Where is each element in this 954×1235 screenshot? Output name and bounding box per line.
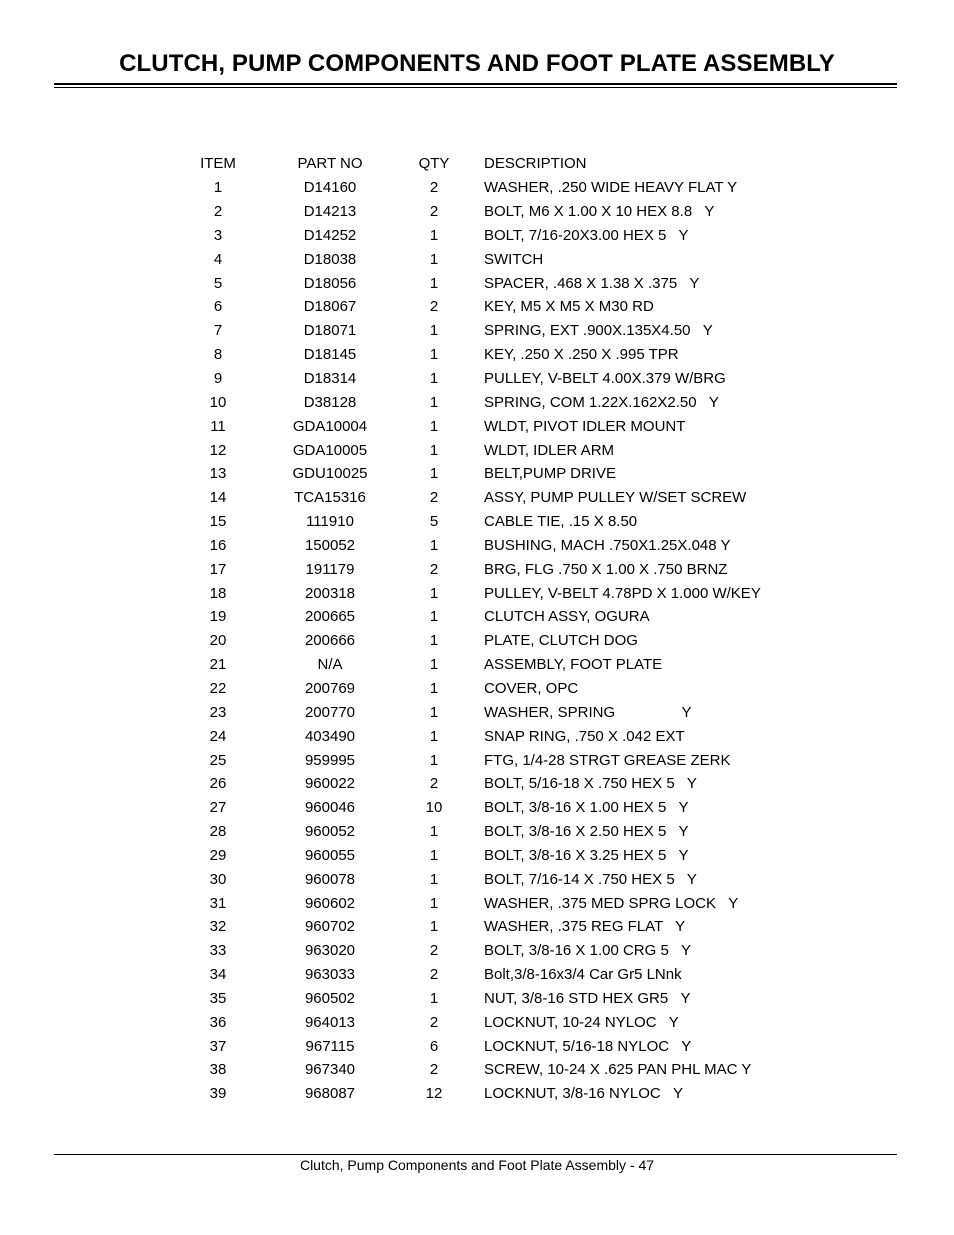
table-row <box>168 939 844 963</box>
description-cell: BOLT, 7/16-20X3.00 HEX 5 Y <box>484 226 689 244</box>
item-cell: 8 <box>213 346 223 364</box>
item-cell: 14 <box>209 489 227 507</box>
table-row <box>168 438 844 462</box>
qty-cell: 1 <box>429 656 439 674</box>
part-no-cell: D18067 <box>303 298 357 316</box>
item-cell: 11 <box>210 417 226 435</box>
table-row <box>168 1058 844 1082</box>
qty-cell: 1 <box>429 393 439 411</box>
part-no-cell: D14252 <box>303 226 357 244</box>
qty-cell: 1 <box>429 870 439 888</box>
item-cell: 34 <box>209 966 227 984</box>
table-row <box>168 176 844 200</box>
part-no-cell: 967340 <box>304 1061 356 1079</box>
item-cell: 13 <box>209 465 227 483</box>
table-row <box>168 200 844 224</box>
description-cell: KEY, M5 X M5 X M30 RD <box>484 298 654 316</box>
part-no-cell: 960052 <box>304 823 356 841</box>
table-row <box>168 534 844 558</box>
table-row <box>168 271 844 295</box>
description-cell: BUSHING, MACH .750X1.25X.048 Y <box>484 536 731 554</box>
part-no-cell: 960078 <box>304 870 356 888</box>
part-no-cell: D18071 <box>303 322 357 340</box>
part-no-cell: D18056 <box>303 274 357 292</box>
item-cell: 23 <box>209 703 227 721</box>
qty-cell: 1 <box>429 846 439 864</box>
header-qty: QTY <box>418 155 450 173</box>
qty-cell: 10 <box>425 799 443 817</box>
description-cell: ASSEMBLY, FOOT PLATE <box>484 656 663 674</box>
part-no-cell: GDA10004 <box>292 417 368 435</box>
part-no-cell: N/A <box>317 656 343 674</box>
description-cell: BOLT, 5/16-18 X .750 HEX 5 Y <box>484 775 697 793</box>
part-no-cell: 960055 <box>304 846 356 864</box>
description-cell: SPRING, EXT .900X.135X4.50 Y <box>484 322 713 340</box>
item-cell: 30 <box>209 870 227 888</box>
part-no-cell: 200770 <box>304 703 356 721</box>
qty-cell: 1 <box>429 417 439 435</box>
item-cell: 3 <box>213 226 223 244</box>
description-cell: KEY, .250 X .250 X .995 TPR <box>484 346 679 364</box>
description-cell: SPRING, COM 1.22X.162X2.50 Y <box>484 393 719 411</box>
qty-cell: 2 <box>429 775 439 793</box>
part-no-cell: 200318 <box>304 584 356 602</box>
description-cell: BRG, FLG .750 X 1.00 X .750 BRNZ <box>484 560 728 578</box>
item-cell: 9 <box>213 370 223 388</box>
qty-cell: 2 <box>429 1061 439 1079</box>
part-no-cell: D18038 <box>303 250 357 268</box>
table-row <box>168 867 844 891</box>
qty-cell: 1 <box>429 727 439 745</box>
table-row <box>168 581 844 605</box>
parts-table <box>168 152 844 1106</box>
item-cell: 25 <box>209 751 227 769</box>
qty-cell: 2 <box>429 942 439 960</box>
item-cell: 35 <box>209 989 227 1007</box>
table-row <box>168 1010 844 1034</box>
table-row <box>168 629 844 653</box>
description-cell: SNAP RING, .750 X .042 EXT <box>484 727 685 745</box>
title-rule-thin <box>54 87 897 88</box>
part-no-cell: D14160 <box>303 179 357 197</box>
item-cell: 12 <box>209 441 227 459</box>
part-no-cell: 963020 <box>304 942 356 960</box>
qty-cell: 1 <box>429 465 439 483</box>
footer-rule <box>54 1154 897 1155</box>
table-row <box>168 772 844 796</box>
description-cell: BELT,PUMP DRIVE <box>484 465 616 483</box>
part-no-cell: 963033 <box>304 966 356 984</box>
part-no-cell: GDU10025 <box>292 465 368 483</box>
item-cell: 38 <box>209 1061 227 1079</box>
header-item: ITEM <box>200 155 236 173</box>
description-cell: SWITCH <box>484 250 544 268</box>
description-cell: WLDT, PIVOT IDLER MOUNT <box>484 417 686 435</box>
table-row <box>168 486 844 510</box>
qty-cell: 2 <box>429 560 439 578</box>
table-header-row <box>168 152 844 176</box>
part-no-cell: D14213 <box>303 203 357 221</box>
item-cell: 15 <box>209 513 227 531</box>
table-row <box>168 891 844 915</box>
qty-cell: 12 <box>425 1085 443 1103</box>
table-row <box>168 319 844 343</box>
part-no-cell: 191179 <box>305 560 355 578</box>
table-row <box>168 820 844 844</box>
description-cell: LOCKNUT, 5/16-18 NYLOC Y <box>484 1037 692 1055</box>
table-row <box>168 677 844 701</box>
table-row <box>168 462 844 486</box>
qty-cell: 1 <box>429 632 439 650</box>
qty-cell: 1 <box>429 894 439 912</box>
part-no-cell: 960022 <box>304 775 356 793</box>
qty-cell: 2 <box>429 203 439 221</box>
description-cell: CLUTCH ASSY, OGURA <box>484 608 650 626</box>
part-no-cell: D38128 <box>303 393 357 411</box>
qty-cell: 6 <box>429 1037 439 1055</box>
qty-cell: 1 <box>429 346 439 364</box>
item-cell: 4 <box>213 250 223 268</box>
item-cell: 33 <box>209 942 227 960</box>
part-no-cell: 968087 <box>304 1085 356 1103</box>
header-description: DESCRIPTION <box>484 155 587 173</box>
qty-cell: 1 <box>429 441 439 459</box>
table-row <box>168 963 844 987</box>
description-cell: PLATE, CLUTCH DOG <box>484 632 638 650</box>
part-no-cell: 964013 <box>304 1013 356 1031</box>
description-cell: LOCKNUT, 3/8-16 NYLOC Y <box>484 1085 683 1103</box>
item-cell: 5 <box>213 274 223 292</box>
qty-cell: 2 <box>429 489 439 507</box>
item-cell: 6 <box>213 298 223 316</box>
part-no-cell: 200666 <box>304 632 356 650</box>
part-no-cell: 967115 <box>305 1037 355 1055</box>
qty-cell: 2 <box>429 966 439 984</box>
qty-cell: 1 <box>429 823 439 841</box>
description-cell: PULLEY, V-BELT 4.78PD X 1.000 W/KEY <box>484 584 761 602</box>
qty-cell: 1 <box>429 536 439 554</box>
table-row <box>168 605 844 629</box>
table-row <box>168 987 844 1011</box>
table-row <box>168 796 844 820</box>
description-cell: BOLT, 3/8-16 X 3.25 HEX 5 Y <box>484 846 689 864</box>
description-cell: BOLT, 3/8-16 X 1.00 HEX 5 Y <box>484 799 689 817</box>
page-footer: Clutch, Pump Components and Foot Plate Assembly - 47 <box>299 1157 655 1173</box>
item-cell: 17 <box>209 560 227 578</box>
table-row <box>168 343 844 367</box>
qty-cell: 1 <box>429 250 439 268</box>
item-cell: 31 <box>209 894 227 912</box>
table-row <box>168 843 844 867</box>
item-cell: 21 <box>209 656 227 674</box>
description-cell: NUT, 3/8-16 STD HEX GR5 Y <box>484 989 691 1007</box>
table-row <box>168 247 844 271</box>
description-cell: SCREW, 10-24 X .625 PAN PHL MAC Y <box>484 1061 752 1079</box>
description-cell: COVER, OPC <box>484 679 579 697</box>
item-cell: 7 <box>213 322 223 340</box>
table-row <box>168 724 844 748</box>
item-cell: 28 <box>209 823 227 841</box>
description-cell: ASSY, PUMP PULLEY W/SET SCREW <box>484 489 747 507</box>
description-cell: CABLE TIE, .15 X 8.50 <box>484 513 638 531</box>
description-cell: PULLEY, V-BELT 4.00X.379 W/BRG <box>484 370 726 388</box>
part-no-cell: 403490 <box>304 727 356 745</box>
qty-cell: 1 <box>429 226 439 244</box>
table-row <box>168 1034 844 1058</box>
part-no-cell: 960502 <box>304 989 356 1007</box>
item-cell: 10 <box>209 393 227 411</box>
item-cell: 37 <box>209 1037 227 1055</box>
item-cell: 2 <box>213 203 223 221</box>
description-cell: WASHER, .375 REG FLAT Y <box>484 918 686 936</box>
table-row <box>168 390 844 414</box>
table-row <box>168 748 844 772</box>
qty-cell: 1 <box>429 608 439 626</box>
item-cell: 20 <box>209 632 227 650</box>
item-cell: 18 <box>209 584 227 602</box>
description-cell: FTG, 1/4-28 STRGT GREASE ZERK <box>484 751 731 769</box>
part-no-cell: GDA10005 <box>292 441 368 459</box>
description-cell: LOCKNUT, 10-24 NYLOC Y <box>484 1013 679 1031</box>
part-no-cell: 960702 <box>304 918 356 936</box>
qty-cell: 1 <box>429 274 439 292</box>
table-row <box>168 295 844 319</box>
table-row <box>168 510 844 534</box>
item-cell: 32 <box>209 918 227 936</box>
qty-cell: 1 <box>429 679 439 697</box>
description-cell: WLDT, IDLER ARM <box>484 441 615 459</box>
item-cell: 16 <box>209 536 227 554</box>
table-row <box>168 1082 844 1106</box>
qty-cell: 2 <box>429 179 439 197</box>
part-no-cell: 150052 <box>304 536 356 554</box>
qty-cell: 1 <box>429 751 439 769</box>
part-no-cell: TCA15316 <box>294 489 366 507</box>
item-cell: 22 <box>209 679 227 697</box>
qty-cell: 1 <box>429 989 439 1007</box>
table-row <box>168 915 844 939</box>
part-no-cell: 111910 <box>306 513 354 531</box>
item-cell: 1 <box>213 179 223 197</box>
qty-cell: 1 <box>429 370 439 388</box>
table-row <box>168 414 844 438</box>
table-row <box>168 557 844 581</box>
title-rule-thick <box>54 83 897 85</box>
qty-cell: 2 <box>429 1013 439 1031</box>
qty-cell: 1 <box>429 584 439 602</box>
item-cell: 27 <box>209 799 227 817</box>
description-cell: WASHER, .375 MED SPRG LOCK Y <box>484 894 739 912</box>
table-row <box>168 653 844 677</box>
part-no-cell: 200665 <box>304 608 356 626</box>
part-no-cell: 200769 <box>304 679 356 697</box>
description-cell: BOLT, 3/8-16 X 2.50 HEX 5 Y <box>484 823 689 841</box>
item-cell: 29 <box>209 846 227 864</box>
part-no-cell: D18314 <box>303 370 357 388</box>
header-part-no: PART NO <box>297 155 363 173</box>
description-cell: BOLT, 3/8-16 X 1.00 CRG 5 Y <box>484 942 692 960</box>
description-cell: WASHER, SPRING Y <box>484 703 692 721</box>
qty-cell: 5 <box>429 513 439 531</box>
description-cell: BOLT, M6 X 1.00 X 10 HEX 8.8 Y <box>484 203 715 221</box>
qty-cell: 1 <box>429 703 439 721</box>
table-row <box>168 700 844 724</box>
part-no-cell: 959995 <box>304 751 356 769</box>
table-row <box>168 367 844 391</box>
item-cell: 19 <box>209 608 227 626</box>
qty-cell: 2 <box>429 298 439 316</box>
part-no-cell: 960602 <box>304 894 356 912</box>
qty-cell: 1 <box>429 918 439 936</box>
item-cell: 24 <box>209 727 227 745</box>
part-no-cell: D18145 <box>303 346 357 364</box>
description-cell: SPACER, .468 X 1.38 X .375 Y <box>484 274 700 292</box>
part-no-cell: 960046 <box>304 799 356 817</box>
item-cell: 26 <box>209 775 227 793</box>
table-row <box>168 224 844 248</box>
item-cell: 39 <box>209 1085 227 1103</box>
description-cell: WASHER, .250 WIDE HEAVY FLAT Y <box>484 179 738 197</box>
description-cell: Bolt,3/8-16x3/4 Car Gr5 LNnk <box>484 966 682 984</box>
page-title: CLUTCH, PUMP COMPONENTS AND FOOT PLATE ASSEMBLY <box>119 50 835 77</box>
qty-cell: 1 <box>429 322 439 340</box>
description-cell: BOLT, 7/16-14 X .750 HEX 5 Y <box>484 870 697 888</box>
parts-table-body <box>168 176 844 1106</box>
item-cell: 36 <box>209 1013 227 1031</box>
